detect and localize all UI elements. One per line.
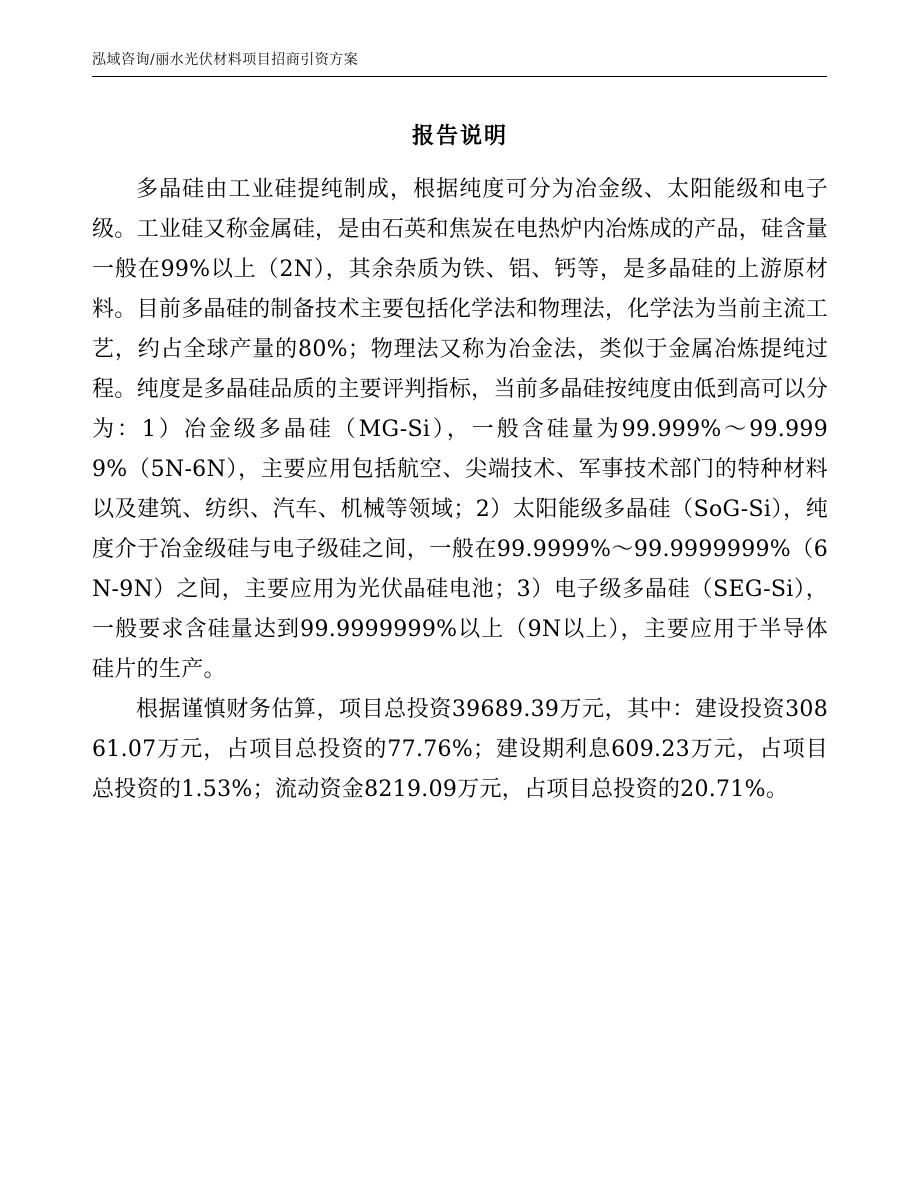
body-text bbox=[92, 170, 828, 810]
header-rule bbox=[92, 76, 827, 77]
running-header: 泓域咨询/丽水光伏材料项目招商引资方案 bbox=[92, 52, 359, 68]
page-title: 报告说明 bbox=[411, 123, 508, 149]
paragraph-investment-estimate: 根据谨慎财务估算，项目总投资39689.39万元，其中：建设投资30861.07万元，占项目总投资的77.76%；建设期利息609.23万元，占项目总投资的1.53%；流动资金8219.09万元，占项目总投资的20.71%。 bbox=[92, 697, 828, 802]
paragraph-polysilicon-overview: 多晶硅由工业硅提纯制成，根据纯度可分为冶金级、太阳能级和电子级。工业硅又称金属硅，是由石英和焦炭在电热炉内冶炼成的产品，硅含量一般在99%以上（2N），其余杂质为铁、铝、钙等，是多晶硅的上游原材料。目前多晶硅的制备技术主要包括化学法和物理法，化学法为当前主流工艺，约占全球产量的80%；物理法又称为冶金法，类似于金属冶炼提纯过程。纯度是多晶硅品质的主要评判指标，当前多晶硅按纯度由低到高可以分为：1）冶金级多晶硅（MG-Si），一般含硅量为99.999%～99.9999%（5N-6N），主要应用包括航空、尖端技术、军事技术部门的特种材料以及建筑、纺织、汽车、机械等领域；2）太阳能级多晶硅（SoG-Si），纯度介于冶金级硅与电子级硅之间，一般在99.9999%～99.9999999%（6N-9N）之间，主要应用为光伏晶硅电池；3）电子级多晶硅（SEG-Si），一般要求含硅量达到99.9999999%以上（9N以上），主要应用于半导体硅片的生产。 bbox=[92, 177, 828, 682]
